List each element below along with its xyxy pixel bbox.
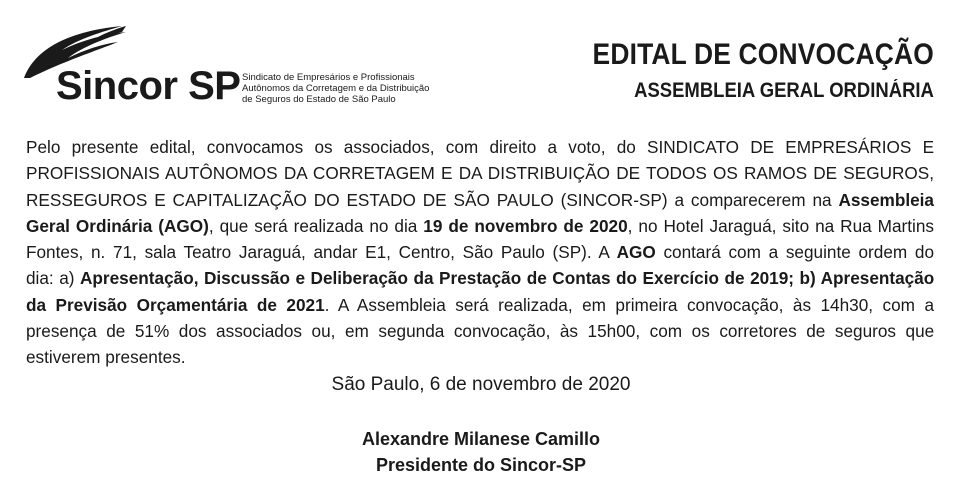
body-text-bold: AGO [616,242,656,263]
body-line [26,292,934,318]
sincor-logo [22,22,462,112]
notice-date: São Paulo, 6 de novembro de 2020 [331,374,631,395]
body-line [26,160,934,186]
body-text-segment: dia: a) [26,268,81,289]
page-subtitle: ASSEMBLEIA GERAL ORDINÁRIA [634,79,934,102]
body-text-segment: , que será realizada no dia [208,215,424,236]
body-text-bold: Apresentação, Discussão e Deliberação da Prestação de Contas do Exercício de 2019; b) Apresentação [80,268,935,289]
signer-name: Alexandre Milanese Camillo [361,429,601,449]
body-line [26,134,934,160]
body-line [26,265,934,291]
logo-tagline-line: Sindicato de Empresários e Profissionais [242,72,415,83]
signer-role: Presidente do Sincor-SP [375,455,587,475]
body-text-bold: Geral Ordinária (AGO) [26,215,209,236]
logo-tagline-line: de Seguros do Estado de São Paulo [242,94,396,105]
body-text-segment: . A Assembleia será realizada, em primeira convocação, às 14h30, com a [324,294,934,315]
body-text-segment: PROFISSIONAIS AUTÔNOMOS DA CORRETAGEM E DA DISTRIBUIÇÃO DE TODOS OS RAMOS DE SEGUROS, [26,163,935,184]
notice-body [26,134,934,371]
title-block [546,40,934,101]
body-text-bold: Assembleia [838,189,934,210]
logo-wordmark: Sincor SP [56,64,241,108]
body-text-segment: contará com a seguinte ordem do [655,242,935,263]
logo-tagline [242,72,429,105]
body-text-segment: , no Hotel Jaraguá, sito na Rua Martins [627,215,934,236]
body-text-segment: Pelo presente edital, convocamos os associados, com direito a voto, do SINDICATO DE EMPRESÁRIOS E [26,137,935,157]
header [0,0,962,120]
body-line [26,318,934,344]
body-line [26,239,934,265]
body-text-segment: presença de 51% dos associados ou, em segunda convocação, às 15h00, com os corretores de seguros que [26,321,935,342]
body-text-segment: RESSEGUROS E CAPITALIZAÇÃO DO ESTADO DE SÃO PAULO (SINCOR-SP) a comparecerem na [26,189,839,210]
logo-tagline-line: Autônomos da Corretagem e da Distribuição [242,83,430,94]
body-text-segment: estiverem presentes. [26,347,186,368]
body-text-bold: da Previsão Orçamentária de 2021 [26,294,325,315]
signature-block [0,426,962,478]
body-text-bold: 19 de novembro de 2020 [423,215,628,236]
body-text-segment: Fontes, n. 71, sala Teatro Jaraguá, andar E1, Centro, São Paulo (SP). A [26,242,617,263]
body-line [26,187,934,213]
body-line [26,344,934,370]
page-title: EDITAL DE CONVOCAÇÃO [592,38,934,71]
body-line [26,213,934,239]
